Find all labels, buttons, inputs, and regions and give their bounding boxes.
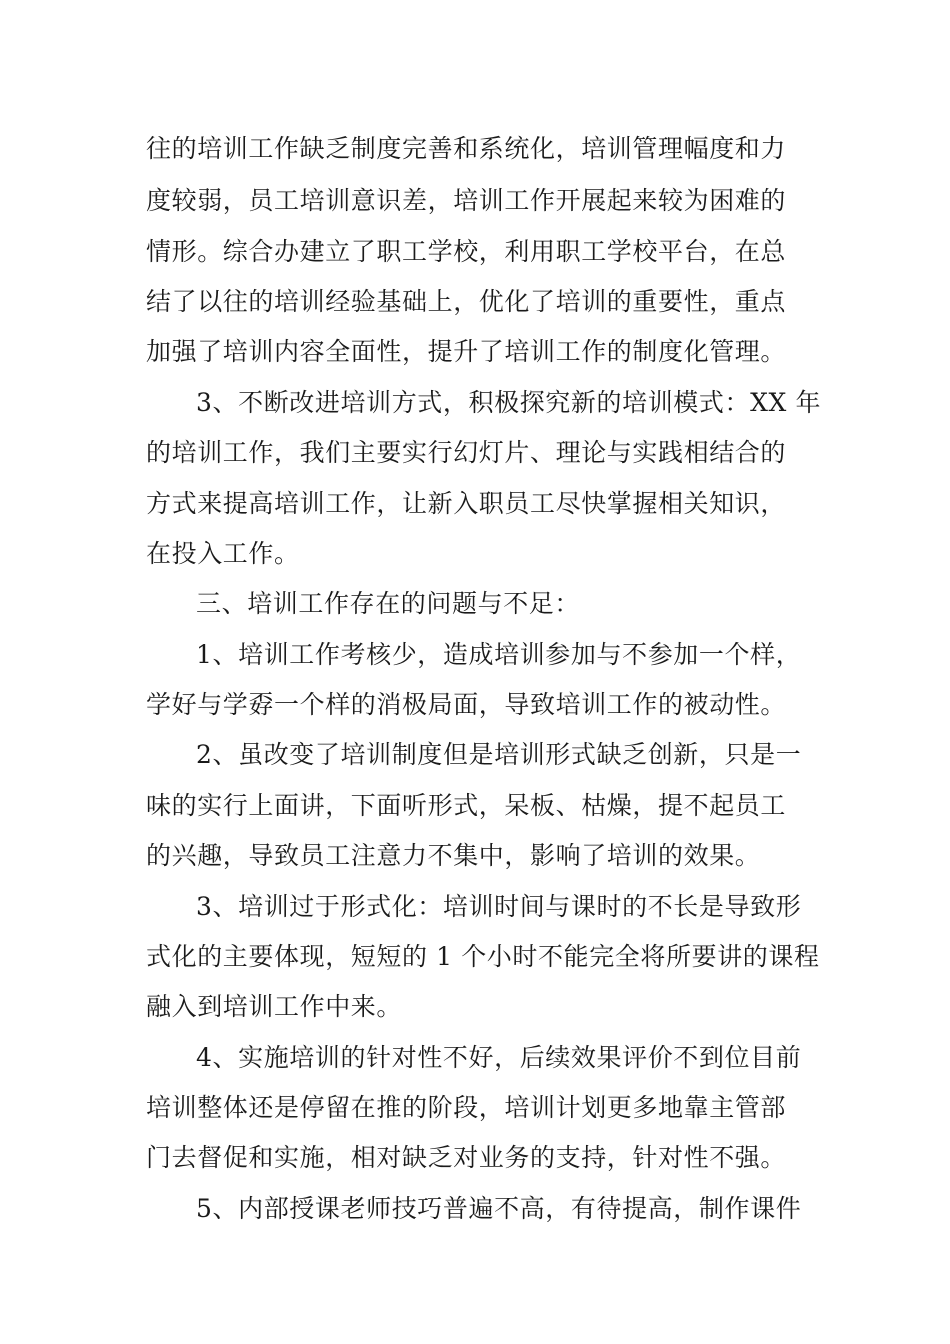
paragraph-item-3b-line: 3、培训过于形式化：培训时间与课时的不长是导致形: [196, 892, 802, 921]
paragraph-item-4-line: 4、实施培训的针对性不好，后续效果评价不到位目前: [196, 1043, 802, 1072]
paragraph-item-1-line: 1、培训工作考核少，造成培训参加与不参加一个样，: [196, 640, 802, 669]
text-line: 往的培训工作缺乏制度完善和系统化，培训管理幅度和力: [146, 134, 787, 163]
paragraph-item-5-line: 5、内部授课老师技巧普遍不高，有待提高，制作课件: [196, 1194, 802, 1223]
text-line: 的兴趣，导致员工注意力不集中，影响了培训的效果。: [146, 841, 761, 870]
text-line: 结了以往的培训经验基础上，优化了培训的重要性，重点: [146, 287, 787, 316]
text-line: 融入到培训工作中来。: [146, 992, 403, 1021]
text-line: 方式来提高培训工作，让新入职员工尽快掌握相关知识，: [146, 489, 787, 518]
text-line: 式化的主要体现，短短的 1 个小时不能完全将所要讲的课程: [146, 942, 820, 971]
paragraph-item-2-line: 2、虽改变了培训制度但是培训形式缺乏创新，只是一: [196, 740, 802, 769]
text-line: 情形。综合办建立了职工学校，利用职工学校平台，在总: [146, 237, 787, 266]
section-heading: 三、培训工作存在的问题与不足：: [196, 589, 581, 618]
text-line: 培训整体还是停留在推的阶段，培训计划更多地靠主管部: [146, 1093, 787, 1122]
text-line: 加强了培训内容全面性，提升了培训工作的制度化管理。: [146, 337, 787, 366]
text-line: 味的实行上面讲，下面听形式，呆板、枯燥，提不起员工: [146, 791, 787, 820]
text-line: 度较弱，员工培训意识差，培训工作开展起来较为困难的: [146, 186, 787, 215]
text-line: 的培训工作，我们主要实行幻灯片、理论与实践相结合的: [146, 438, 787, 467]
paragraph-item-3-line: 3、不断改进培训方式，积极探究新的培训模式：XX 年: [196, 388, 822, 417]
text-line: 门去督促和实施，相对缺乏对业务的支持，针对性不强。: [146, 1143, 787, 1172]
text-line: 在投入工作。: [146, 539, 300, 568]
text-line: 学好与学孬一个样的消极局面，导致培训工作的被动性。: [146, 690, 787, 719]
